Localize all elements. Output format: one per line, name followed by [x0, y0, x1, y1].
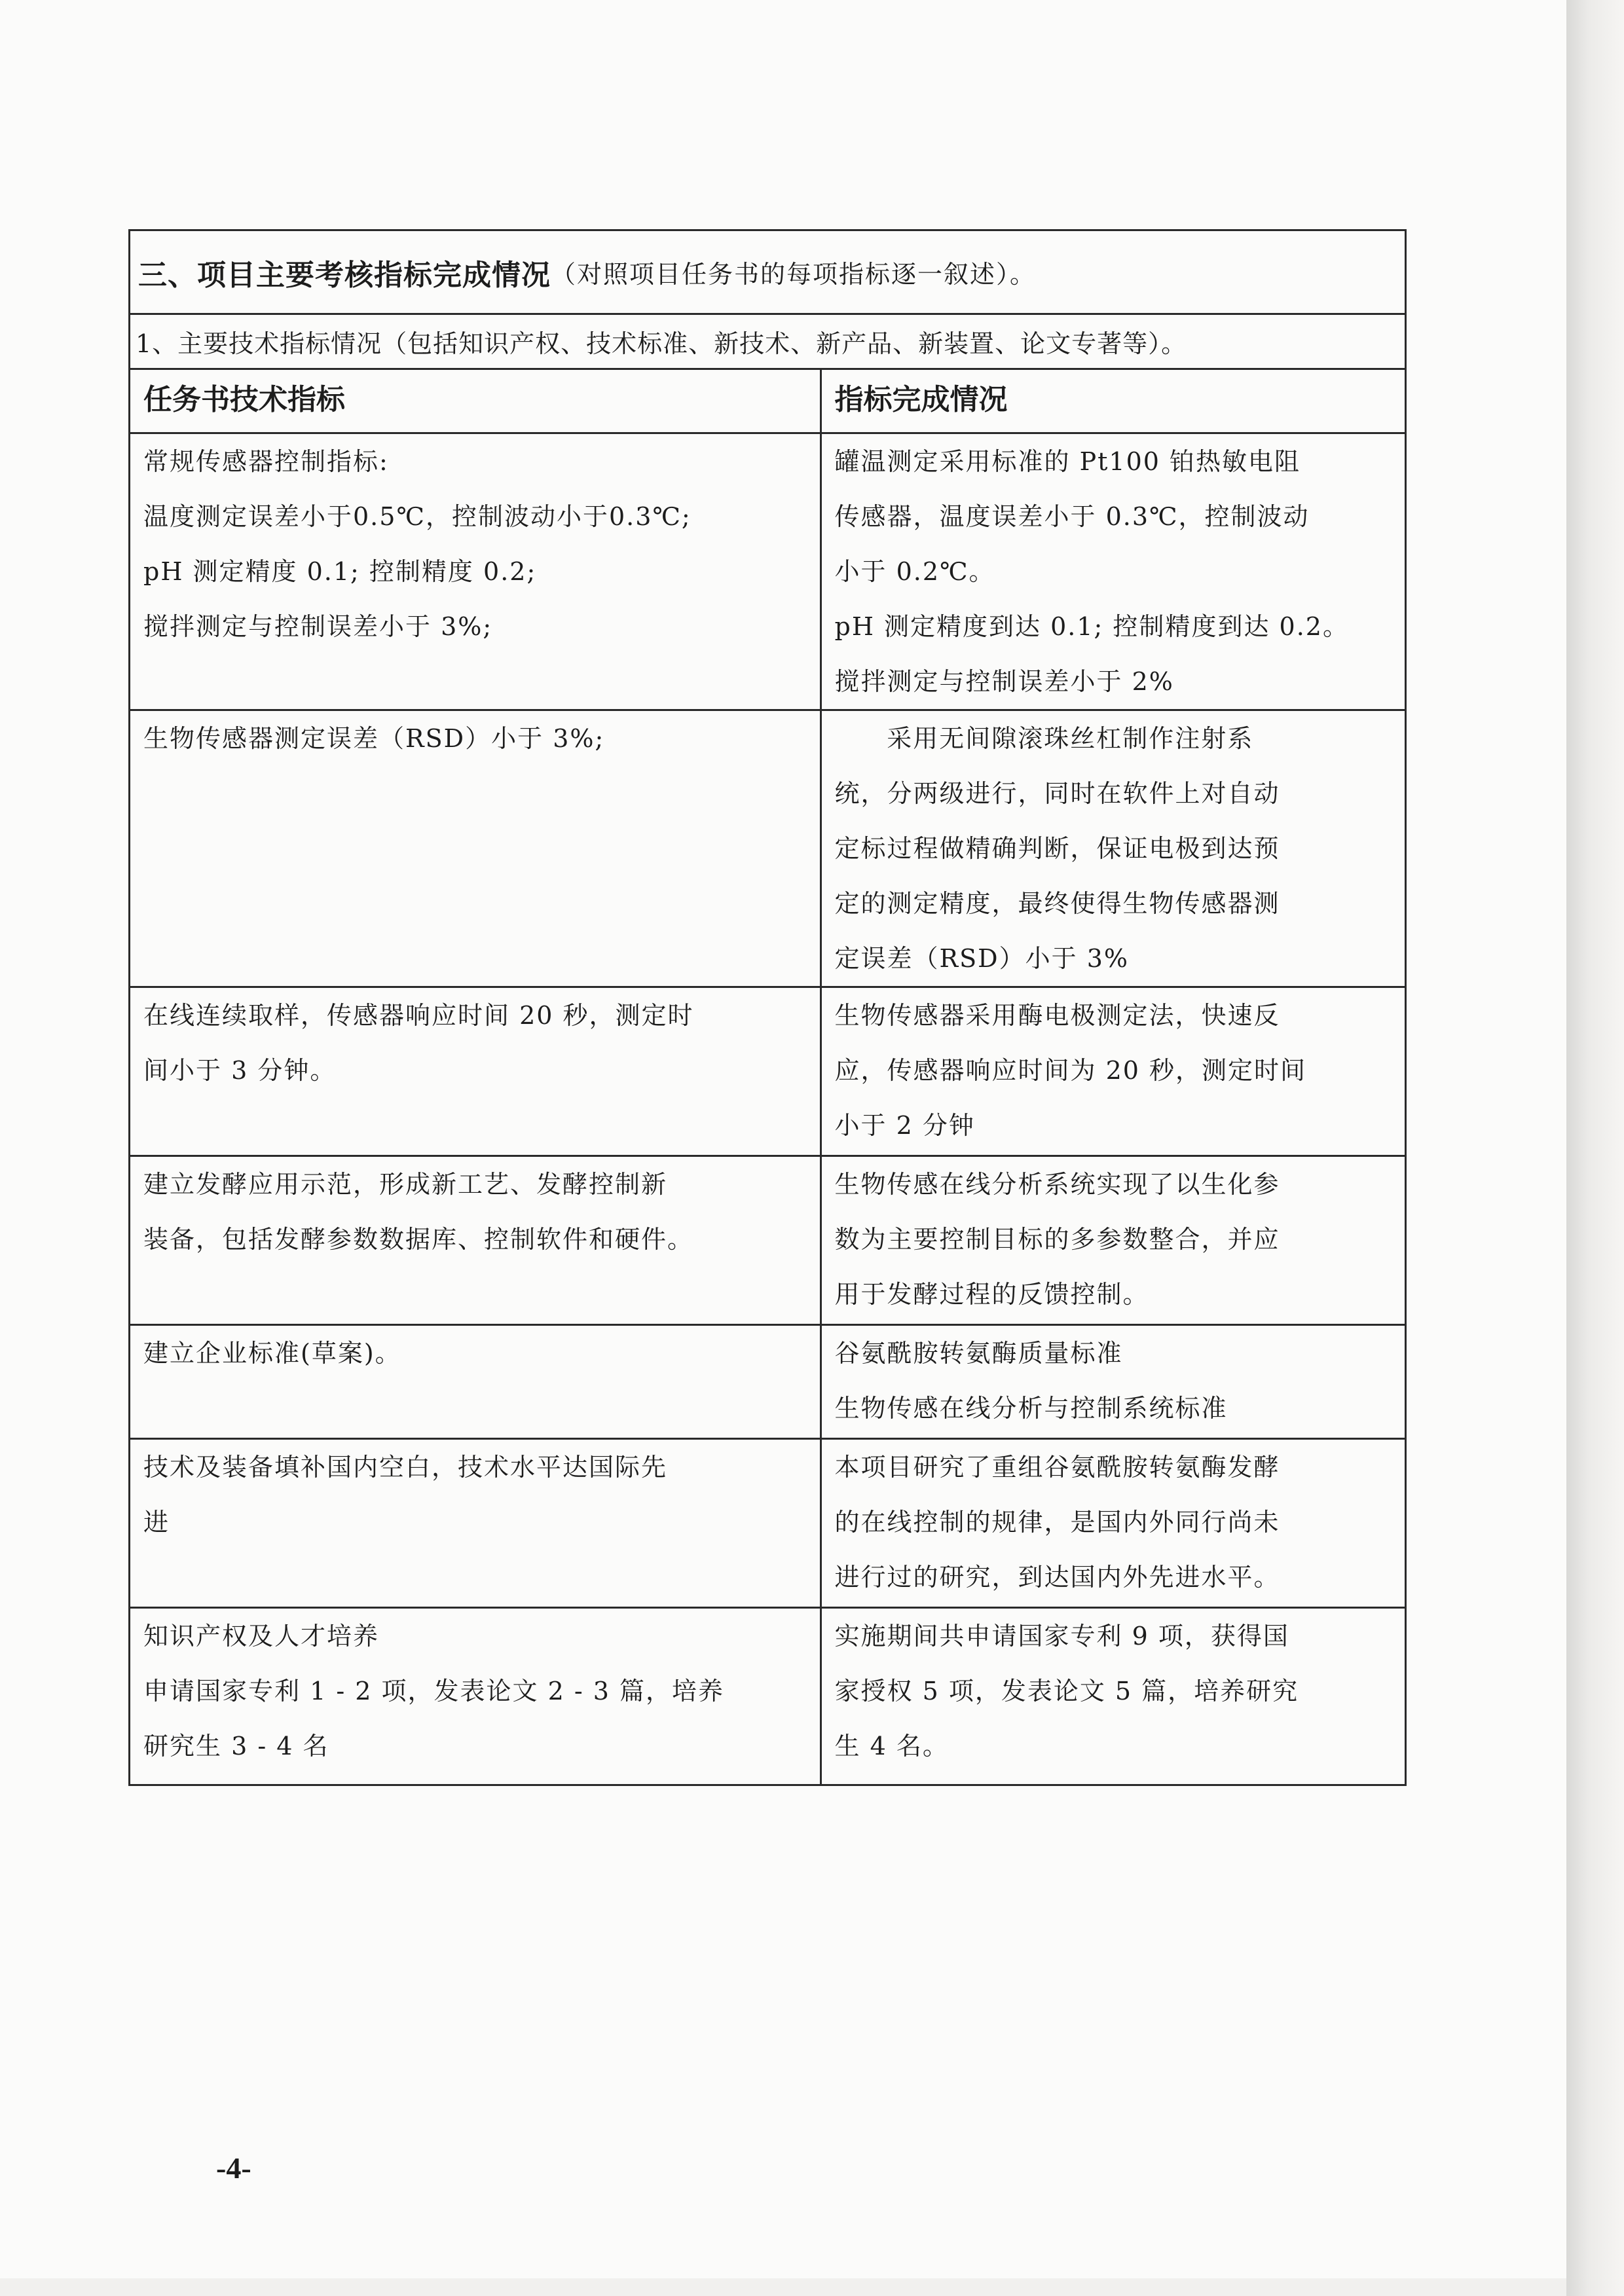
cell-line: 生 4 名。 [834, 1731, 949, 1760]
page-number: -4- [216, 2151, 251, 2185]
cell-line: 知识产权及人才培养 [143, 1621, 380, 1650]
indicator-cell [130, 987, 821, 1156]
indicator-cell [130, 1438, 821, 1607]
table-row [130, 710, 1405, 987]
indicator-cell [130, 710, 821, 987]
scan-edge [1566, 0, 1624, 2296]
cell-line: 在线连续取样，传感器响应时间 20 秒，测定时 [143, 1000, 694, 1030]
completion-cell [821, 1438, 1405, 1607]
completion-cell [821, 1156, 1405, 1324]
cell-line: 的在线控制的规律，是国内外同行尚未 [834, 1507, 1280, 1537]
indicator-cell [130, 1607, 821, 1784]
indicator-cell [130, 1324, 821, 1438]
completion-cell [821, 1324, 1405, 1438]
cell-line: 用于发酵过程的反馈控制。 [834, 1279, 1149, 1309]
cell-line: 生物传感在线分析系统实现了以生化参 [834, 1169, 1280, 1199]
cell-line: 本项目研究了重组谷氨酰胺转氨酶发酵 [834, 1452, 1280, 1482]
table-row [130, 1324, 1405, 1438]
cell-line: 罐温测定采用标准的 Pt100 铂热敏电阻 [834, 446, 1301, 476]
completion-cell [821, 987, 1405, 1156]
form-frame [128, 229, 1407, 1786]
table-header-row [130, 370, 1405, 433]
table-row [130, 1607, 1405, 1784]
cell-line: 常规传感器控制指标: [143, 446, 389, 476]
cell-line: 温度测定误差小于0.5℃，控制波动小于0.3℃; [143, 501, 692, 531]
cell-line: 装备，包括发酵参数数据库、控制软件和硬件。 [143, 1224, 694, 1254]
cell-line: 搅拌测定与控制误差小于 3%; [143, 611, 493, 641]
cell-line: 研究生 3 - 4 名 [143, 1731, 329, 1760]
cell-line: 进 [143, 1507, 170, 1537]
cell-line: 定标过程做精确判断，保证电极到达预 [834, 833, 1280, 863]
cell-line: 建立企业标准(草案)。 [143, 1338, 401, 1368]
section-note: （对照项目任务书的每项指标逐一叙述）。 [551, 260, 1037, 289]
cell-line: 生物传感器测定误差（RSD）小于 3%; [143, 723, 605, 753]
cell-line: 小于 0.2℃。 [834, 556, 995, 586]
cell-line: 定的测定精度，最终使得生物传感器测 [834, 888, 1280, 918]
subsection-heading: 1、主要技术指标情况（包括知识产权、技术标准、新技术、新产品、新装置、论文专著等）。 [130, 315, 1405, 370]
cell-line: 建立发酵应用示范，形成新工艺、发酵控制新 [143, 1169, 668, 1199]
cell-line: pH 测定精度 0.1; 控制精度 0.2; [143, 556, 537, 586]
cell-line: 采用无间隙滚珠丝杠制作注射系 [887, 723, 1254, 753]
cell-line: 生物传感在线分析与控制系统标准 [834, 1393, 1228, 1423]
cell-line: pH 测定精度到达 0.1; 控制精度到达 0.2。 [834, 611, 1349, 641]
indicator-table [130, 370, 1405, 1784]
table-row [130, 987, 1405, 1156]
cell-line: 搅拌测定与控制误差小于 2% [834, 666, 1174, 696]
cell-line: 小于 2 分钟 [834, 1110, 975, 1140]
cell-line: 谷氨酰胺转氨酶质量标准 [834, 1338, 1123, 1368]
cell-line: 间小于 3 分钟。 [143, 1055, 337, 1085]
completion-cell [821, 1607, 1405, 1784]
section-title: 三、项目主要考核指标完成情况 [138, 258, 551, 292]
table-row [130, 1156, 1405, 1324]
cell-line: 定误差（RSD）小于 3% [834, 943, 1129, 973]
indicator-cell [130, 1156, 821, 1324]
table-row [130, 1438, 1405, 1607]
cell-line: 申请国家专利 1 - 2 项，发表论文 2 - 3 篇，培养 [143, 1676, 725, 1705]
cell-line: 传感器，温度误差小于 0.3℃，控制波动 [834, 501, 1310, 531]
completion-cell [821, 433, 1405, 710]
indicator-cell [130, 433, 821, 710]
cell-line: 统，分两级进行，同时在软件上对自动 [834, 778, 1280, 808]
section-heading [130, 231, 1405, 315]
completion-cell [821, 710, 1405, 987]
cell-line: 技术及装备填补国内空白，技术水平达国际先 [143, 1452, 668, 1482]
cell-line: 进行过的研究，到达国内外先进水平。 [834, 1562, 1280, 1592]
cell-line: 应，传感器响应时间为 20 秒，测定时间 [834, 1055, 1307, 1085]
cell-line: 生物传感器采用酶电极测定法，快速反 [834, 1000, 1280, 1030]
header-completion: 指标完成情况 [821, 370, 1405, 433]
cell-line: 家授权 5 项，发表论文 5 篇，培养研究 [834, 1676, 1299, 1705]
header-indicator: 任务书技术指标 [130, 370, 821, 433]
cell-line: 数为主要控制目标的多参数整合，并应 [834, 1224, 1280, 1254]
table-row [130, 433, 1405, 710]
cell-line: 实施期间共申请国家专利 9 项，获得国 [834, 1621, 1289, 1650]
